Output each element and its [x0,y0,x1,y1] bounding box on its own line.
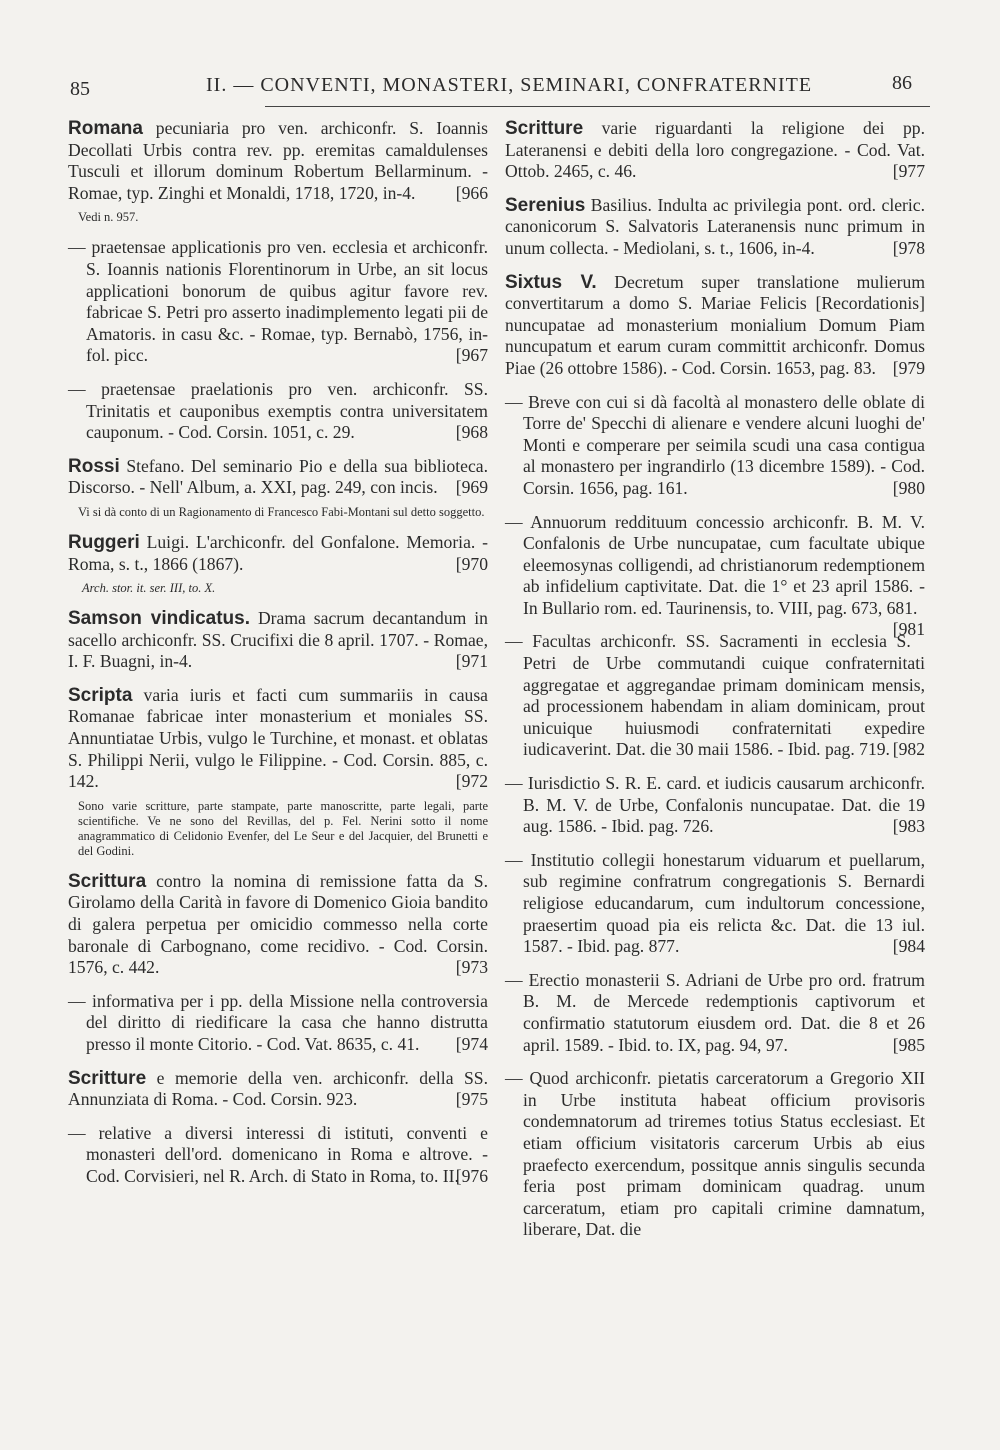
entry-text: — Iurisdictio S. R. E. card. et iudicis causarum archiconfr. B. M. V. de Urbe, Confalonis nuncupatae. Dat. die 19 aug. 1586. - Ibid. pag. 726. [505,773,925,837]
entry-headword: Scripta [68,684,133,706]
entry-headword: Scritture [68,1067,147,1089]
entry-text: e memorie della ven. archiconfr. della SS. Annunziata di Roma. - Cod. Corsin. 923. [68,1067,488,1110]
entry-number: [967 [455,345,488,366]
bibliography-entry [505,272,925,380]
entry-number: [966 [455,182,488,203]
entry-number: [973 [455,957,488,978]
bibliography-entry [505,850,925,958]
entry-number: [971 [455,651,488,672]
entry-number: [981 [892,619,925,640]
bibliography-entry [68,118,488,204]
page-header [60,68,940,108]
entry-headword: Romana [68,118,143,139]
bibliography-entry [68,237,488,367]
entry-number: [980 [892,477,925,498]
bibliography-entry [505,195,925,260]
entry-number: [968 [455,422,488,443]
bibliography-entry [68,685,488,793]
entry-note: Arch. stor. it. ser. III, to. X. [82,581,216,596]
entry-text: — Quod archiconfr. pietatis carceratorum a Gregorio XII in Urbe instituta habeat officium provisoris condemnatorum ad triremes totius Status ecclesiast. Et etiam officium visitatoris carcerum Urbis ab eius praefecto exercendum, possitque annis singulis secunda feria post primam dominicam quadrag. unum carceratum, etiam pro capitali crimine damnatum, liberare, Dat. die [505,1068,925,1240]
right-column [505,118,925,1253]
bibliography-entry [505,511,925,640]
bibliography-entry [505,970,925,1056]
entry-number: [970 [455,553,488,574]
entry-note: Vedi n. 957. [78,210,139,225]
entry-number: [972 [455,771,488,792]
bibliography-entry [68,379,488,444]
entry-number: [978 [892,237,925,258]
bibliography-entry [68,871,488,979]
entry-text: — relative a diversi interessi di istituti, conventi e monasteri dell'ord. domenicano in Roma e altrove. - Cod. Corvisieri, nel R. Arch. di Stato in Roma, to. II. [68,1122,488,1186]
bibliography-entry [68,1123,488,1188]
bibliography-entry [68,608,488,673]
entry-text: — informativa per i pp. della Missione nella controversia del diritto di riedificare la casa che hanno distrutta presso il monte Citorio. - Cod. Vat. 8635, c. 41. [68,990,488,1054]
bibliography-entry [505,631,925,761]
entry-headword: Serenius [505,194,586,216]
entry-text: Luigi. L'archiconfr. del Gonfalone. Memoria. - Roma, s. t., 1866 (1867). [68,531,488,574]
page-number-right: 86 [892,72,912,94]
entry-number: [983 [892,816,925,837]
left-column [68,118,488,1200]
header-rule [265,106,930,107]
entry-text: — praetensae praelationis pro ven. archiconfr. SS. Trinitatis et cauponibus exemptis contra universitatem cauponum. - Cod. Corsin. 1051, c. 29. [68,378,488,443]
entry-text: Stefano. Del seminario Pio e della sua biblioteca. Discorso. - Nell' Album, a. XXI, pag. 249, con incis. [68,455,488,498]
bibliography-entry [505,118,925,183]
entry-text: — Annuorum reddituum concessio archiconfr. B. M. V. Confalonis de Urbe nuncupatae, cum facultate ubique eleemosynas colligendi, ad christianorum redemptionem ab infidelium captivitate. Dat. die 1° et 23 april 1586. - In Bullario rom. ed. Taurinensis, to. VIII, pag. 673, 681. [505,511,925,618]
entry-text: Drama sacrum decantandum in sacello archiconfr. SS. Crucifixi die 8 april. 1707. - Romae, I. F. Buagni, in-4. [68,608,488,672]
entry-headword: Rossi [68,455,120,477]
bibliography-entry [505,773,925,838]
entry-number: [985 [892,1034,925,1055]
entry-text: varie riguardanti la religione dei pp. Lateranensi e debiti della loro congregazione. - Cod. Vat. Ottob. 2465, c. 46. [505,118,925,182]
entry-text: — praetensae applicationis pro ven. ecclesia et archiconfr. S. Ioannis nationis Florentinorum in Urbe, an sit locus applicationi bonorum de quibus agitur favore rev. fabricae S. Petri pro asserto inadimplemento legati pii de Amatoris. in casu &c. - Romae, typ. Bernabò, 1756, in-fol. picc. [68,237,488,366]
bibliography-entry [505,1068,925,1241]
entry-number: [975 [455,1089,488,1110]
entry-number: [977 [892,161,925,182]
entry-text: pecuniaria pro ven. archiconfr. S. Ioannis Decollati Urbis contra rev. pp. eremitas camaldulenses Tusculi et illorum dominum Robertum Bellarminum. - Romae, typ. Zinghi et Monaldi, 1718, 1720, in-4. [68,118,488,203]
entry-number: [974 [455,1034,488,1054]
entry-note: Vi si dà conto di un Ragionamento di Francesco Fabi-Montani sul detto soggetto. [78,504,485,519]
entry-number: [979 [892,357,925,378]
bibliography-entry [68,532,488,575]
entry-headword: Sixtus V. [505,271,597,293]
entry-text: — Institutio collegii honestarum viduarum et puellarum, sub regimine confratrum congregationis S. Bernardi religiose educandarum, cum indultorum concessione, praesertim quoad pia eis relicta &c. Dat. die 13 iul. 1587. - Ibid. pag. 877. [505,849,925,957]
entry-text: varia iuris et facti cum summariis in causa Romanae fabricae inter monasterium et moniales SS. Annuntiatae Urbis, vulgo le Turchine, et monast. et oblatas S. Philippi Nerii, vulgo le Filippine. - Cod. Corsin. 885, c. 142. [68,684,488,792]
entry-text: — Breve con cui si dà facoltà al monastero delle oblate di Torre de' Specchi di alienare e vendere alcuni luoghi de' Monti e comperare per seimila scudi una casa contigua al monastero per ingrandirlo (13 dicembre 1589). - Cod. Corsin. 1656, pag. 161. [505,391,925,498]
entry-note: Sono varie scritture, parte stampate, parte manoscritte, parte legali, parte scientifiche. Ve ne sono del Revillas, del p. Fel. Nerini sotto il nome anagrammatico di Celidonio Evenfer, del Le Seur e del Jacquier, del Brunetti e del Godini. [78,798,488,858]
entry-text: — Erectio monasterii S. Adriani de Urbe pro ord. fratrum B. M. de Mercede redemptionis captivorum et confirmatio statutorum eiusdem ord. Dat. die 8 et 26 april. 1589. - Ibid. to. IX, pag. 94, 97. [505,969,925,1055]
entry-text: Decretum super translatione mulierum convertitarum a domo S. Mariae Felicis [Recordationis] nuncupatae ad monasterium monialium Domum Piam nuncupatum et earum curam committit archiconfr. Domus Piae (26 ottobre 1586). - Cod. Corsin. 1653, pag. 83. [505,271,925,378]
bibliography-entry [68,991,488,1056]
entry-number: [976 [455,1165,488,1186]
entry-headword: Ruggeri [68,531,140,553]
page-number-left: 85 [70,78,90,100]
running-title: II. — CONVENTI, MONASTERI, SEMINARI, CONFRATERNITE [206,74,813,96]
entry-text: — Facultas archiconfr. SS. Sacramenti in ecclesia S. Petri de Urbe commutandi cuique confraternitati aggregatae et aggregandae primam dominicam mensis, ad processionem habendam in aliam dominicam, prout unicuique huiusmodi confraternitati expedire iudicaverint. Dat. die 30 maii 1586. - Ibid. pag. 719. [505,631,925,760]
entry-number: [982 [892,739,925,760]
bibliography-entry [68,456,488,499]
entry-headword: Scritture [505,118,584,139]
entry-text: Basilius. Indulta ac privilegia pont. ord. cleric. canonicorum S. Salvatoris Lateranensis nunc primum in unum collecta. - Mediolani, s. t., 1606, in-4. [505,194,925,258]
entry-number: [969 [455,477,488,498]
entry-text: contro la nomina di remissione fatta da S. Girolamo della Carità in favore di Domenico Gioia bandito di galera perpetua per omicidio commesso nella corte baronale di Carbognano, come recidivo. - Cod. Corsin. 1576, c. 442. [68,870,488,978]
entry-headword: Samson vindicatus. [68,608,250,630]
entry-headword: Scrittura [68,870,147,892]
entry-number: [984 [892,936,925,957]
bibliography-entry [505,392,925,500]
bibliography-entry [68,1068,488,1111]
